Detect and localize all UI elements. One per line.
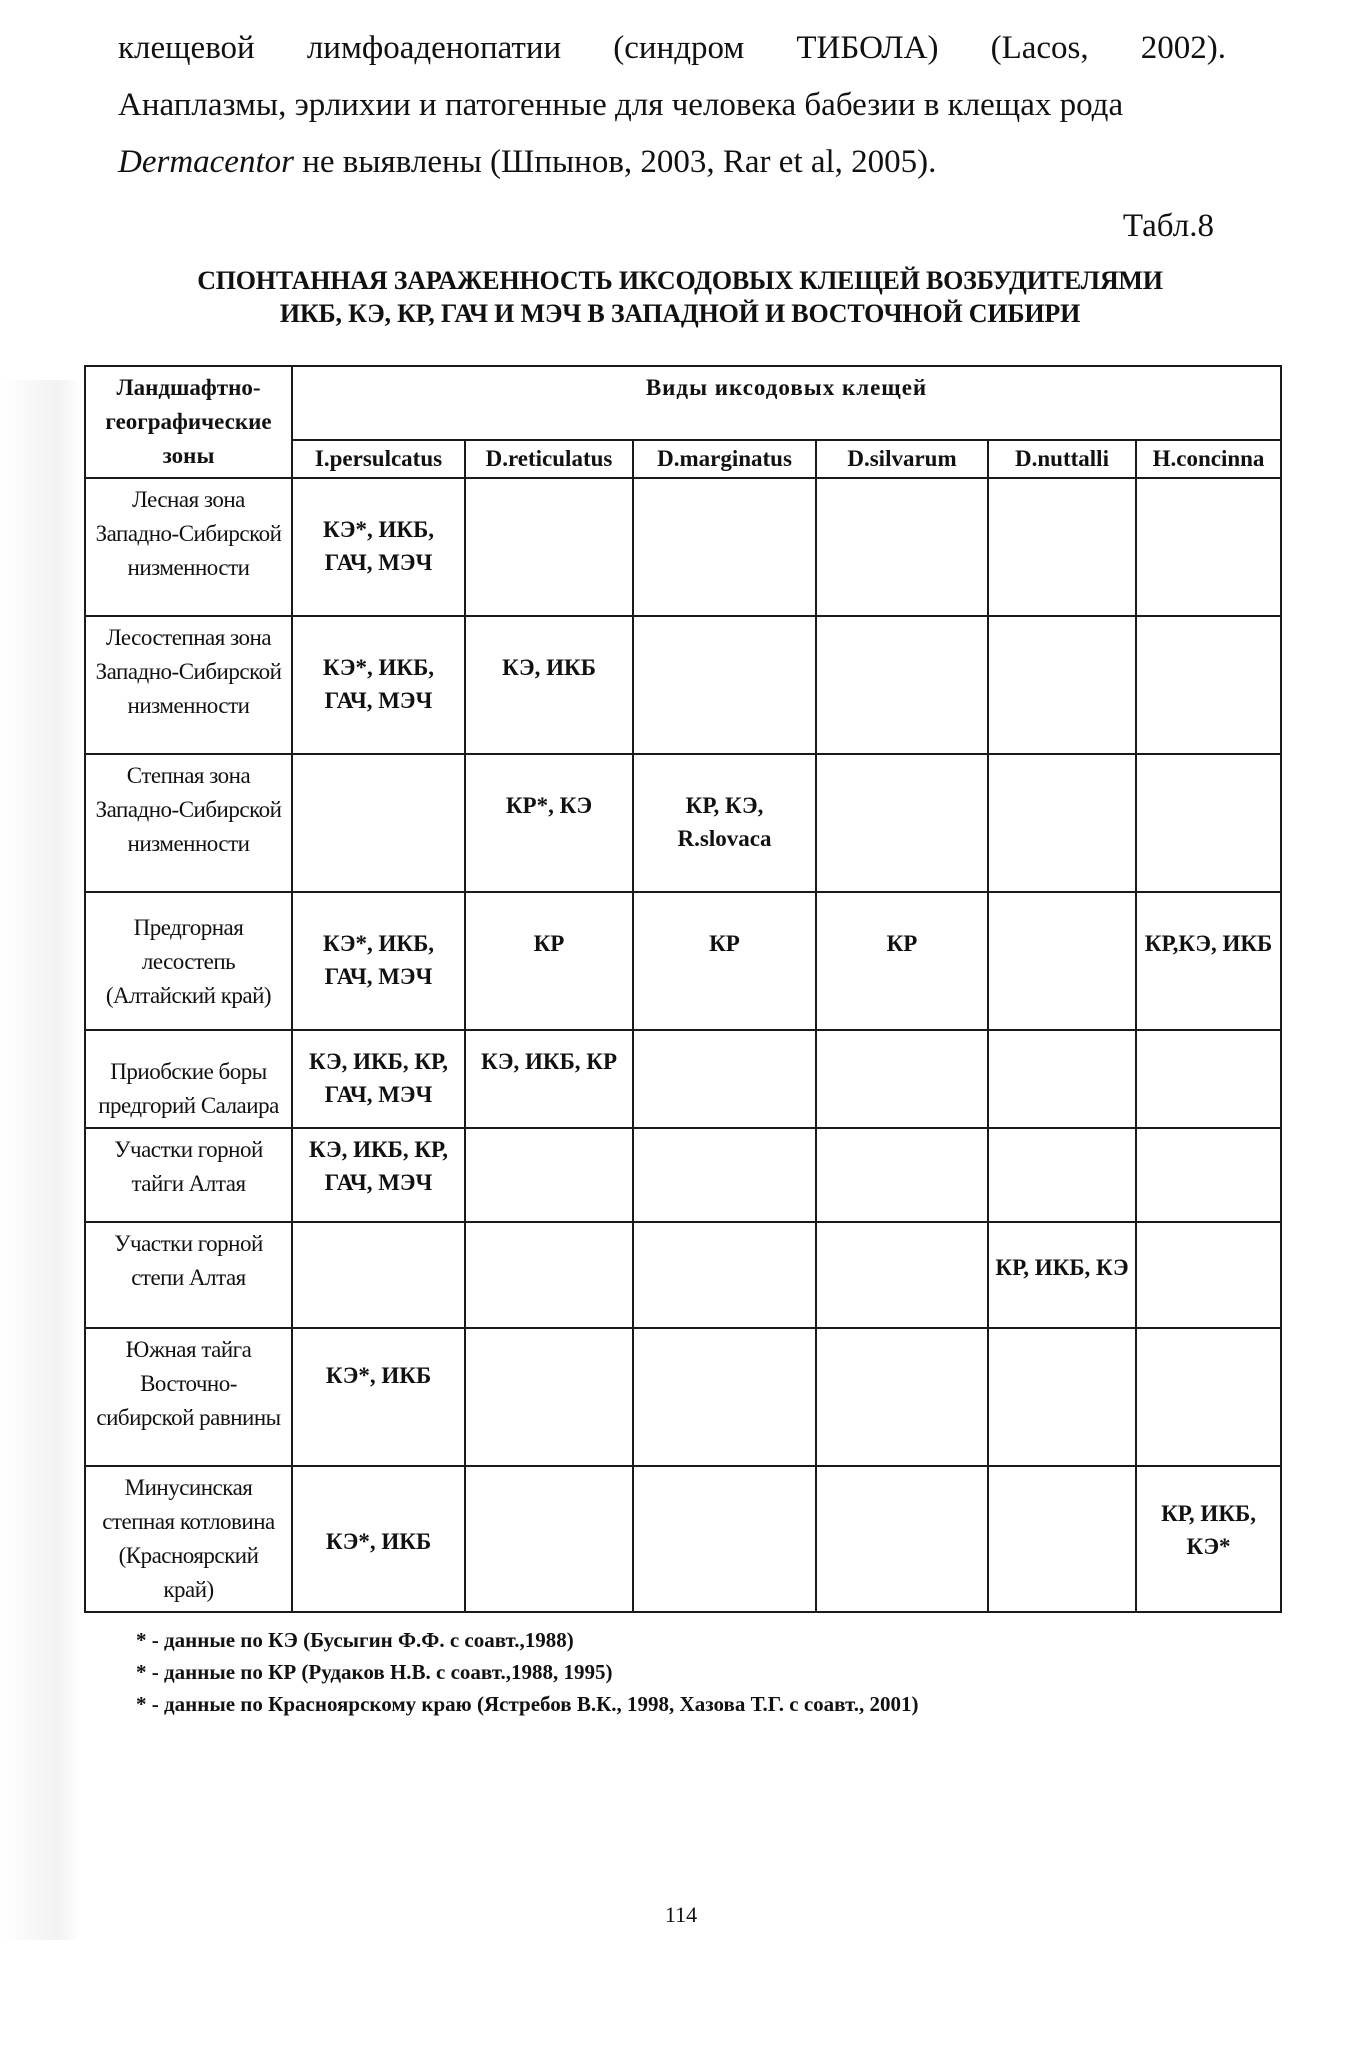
genus-name: Dermacentor: [118, 144, 294, 180]
species-header: D.reticulatus: [465, 440, 633, 478]
data-cell: [1136, 1222, 1281, 1328]
word: клещевой: [118, 30, 255, 66]
data-cell: [1136, 754, 1281, 892]
zone-cell: Лесостепная зона Западно-Сибирской низменности: [85, 616, 292, 754]
species-header: I.persulcatus: [292, 440, 465, 478]
table-row: [85, 616, 1281, 754]
data-cell: КЭ, ИКБ, КР, ГАЧ, МЭЧ: [292, 1030, 465, 1128]
data-cell: [465, 1466, 633, 1612]
species-header: D.silvarum: [816, 440, 988, 478]
data-cell: КЭ*, ИКБ: [292, 1466, 465, 1612]
data-cell: [465, 478, 633, 616]
footnote: * - данные по Красноярскому краю (Ястребов В.К., 1998, Хазова Т.Г. с соавт., 2001): [136, 1692, 919, 1716]
zone-cell: Предгорная лесостепь (Алтайский край): [85, 892, 292, 1030]
data-cell: КЭ, ИКБ, КР: [465, 1030, 633, 1128]
data-cell: [816, 616, 988, 754]
data-cell: [816, 1222, 988, 1328]
zone-cell: Участки горной тайги Алтая: [85, 1128, 292, 1222]
species-header: D.marginatus: [633, 440, 816, 478]
data-cell: [292, 754, 465, 892]
table-row: [85, 1222, 1281, 1328]
data-cell: КР,КЭ, ИКБ: [1136, 892, 1281, 1030]
page-number: 114: [664, 1902, 698, 1927]
data-cell: [988, 892, 1136, 1030]
data-cell: [816, 754, 988, 892]
data-cell: [816, 1128, 988, 1222]
word: (синдром: [613, 30, 745, 66]
table-label: Табл.8: [1122, 208, 1214, 244]
table-row: [85, 1328, 1281, 1466]
data-cell: [988, 478, 1136, 616]
data-cell: [988, 1466, 1136, 1612]
footnote: * - данные по КР (Рудаков Н.В. с соавт.,1988, 1995): [136, 1660, 613, 1684]
data-cell: [633, 1328, 816, 1466]
data-cell: [1136, 1328, 1281, 1466]
species-header: H.concinna: [1136, 440, 1281, 478]
paragraph-line-3: [118, 134, 1218, 191]
zone-cell: Лесная зона Западно-Сибирской низменности: [85, 478, 292, 616]
species-group-header: Виды иксодовых клещей: [292, 366, 1281, 440]
table-row: [85, 478, 1281, 616]
table-title-line-2: ИКБ, КЭ, КР, ГАЧ И МЭЧ В ЗАПАДНОЙ И ВОСТОЧНОЙ СИБИРИ: [279, 299, 1081, 328]
table-row: [85, 1030, 1281, 1128]
data-cell: [816, 1328, 988, 1466]
table-row: [85, 754, 1281, 892]
data-cell: КР, ИКБ, КЭ*: [1136, 1466, 1281, 1612]
table-row: [85, 892, 1281, 1030]
data-cell: [633, 1030, 816, 1128]
data-cell: [292, 1222, 465, 1328]
data-cell: [633, 1466, 816, 1612]
data-cell: [1136, 1030, 1281, 1128]
data-cell: [633, 1222, 816, 1328]
intro-paragraph: [118, 20, 1226, 191]
paragraph-line-2: Анаплазмы, эрлихии и патогенные для человека бабезии в клещах рода: [118, 87, 1124, 123]
data-cell: [816, 478, 988, 616]
data-cell: КР*, КЭ: [465, 754, 633, 892]
footnote: * - данные по КЭ (Бусыгин Ф.Ф. с соавт.,1988): [136, 1628, 574, 1652]
data-cell: КЭ*, ИКБ, ГАЧ, МЭЧ: [292, 616, 465, 754]
data-cell: [1136, 616, 1281, 754]
zone-column-header: Ландшафтно-географические зоны: [85, 366, 292, 478]
zone-cell: Южная тайга Восточно-сибирской равнины: [85, 1328, 292, 1466]
zone-cell: Степная зона Западно-Сибирской низменности: [85, 754, 292, 892]
data-cell: КР: [816, 892, 988, 1030]
data-cell: КЭ*, ИКБ, ГАЧ, МЭЧ: [292, 892, 465, 1030]
data-cell: [465, 1328, 633, 1466]
data-cell: [816, 1030, 988, 1128]
data-cell: [988, 616, 1136, 754]
table-title-line-1: СПОНТАННАЯ ЗАРАЖЕННОСТЬ ИКСОДОВЫХ КЛЕЩЕЙ ВОЗБУДИТЕЛЯМИ: [197, 266, 1163, 295]
data-cell: [633, 478, 816, 616]
table-row: [85, 1128, 1281, 1222]
data-cell: КР, ИКБ, КЭ: [988, 1222, 1136, 1328]
paragraph-line-1: [118, 20, 1226, 77]
word: (Lacos,: [990, 30, 1089, 66]
data-cell: КЭ*, ИКБ: [292, 1328, 465, 1466]
table-title: [110, 264, 1250, 330]
zone-cell: Минусинская степная котловина (Красноярский край): [85, 1466, 292, 1612]
data-cell: [465, 1222, 633, 1328]
word: ТИБОЛА): [796, 30, 939, 66]
species-header: D.nuttalli: [988, 440, 1136, 478]
data-cell: [988, 754, 1136, 892]
data-cell: [1136, 1128, 1281, 1222]
footnotes: [136, 1624, 918, 1720]
zone-cell: Приобские боры предгорий Салаира: [85, 1030, 292, 1128]
data-cell: [633, 1128, 816, 1222]
data-cell: КЭ, ИКБ: [465, 616, 633, 754]
data-cell: КЭ, ИКБ, КР, ГАЧ, МЭЧ: [292, 1128, 465, 1222]
data-cell: КЭ*, ИКБ, ГАЧ, МЭЧ: [292, 478, 465, 616]
zone-cell: Участки горной степи Алтая: [85, 1222, 292, 1328]
data-cell: [633, 616, 816, 754]
data-cell: [988, 1328, 1136, 1466]
data-cell: [465, 1128, 633, 1222]
data-cell: КР: [465, 892, 633, 1030]
scan-edge-shadow: [0, 380, 82, 1940]
data-cell: [988, 1128, 1136, 1222]
word: 2002).: [1140, 30, 1226, 66]
table-row: [85, 1466, 1281, 1612]
data-cell: [1136, 478, 1281, 616]
word: лимфоаденопатии: [306, 30, 562, 66]
infection-table: [84, 365, 1282, 1613]
data-cell: [816, 1466, 988, 1612]
data-cell: [988, 1030, 1136, 1128]
paragraph-line-3-rest: не выявлены (Шпынов, 2003, Rar et al, 2005).: [293, 144, 937, 180]
data-cell: КР, КЭ, R.slovaca: [633, 754, 816, 892]
data-cell: КР: [633, 892, 816, 1030]
